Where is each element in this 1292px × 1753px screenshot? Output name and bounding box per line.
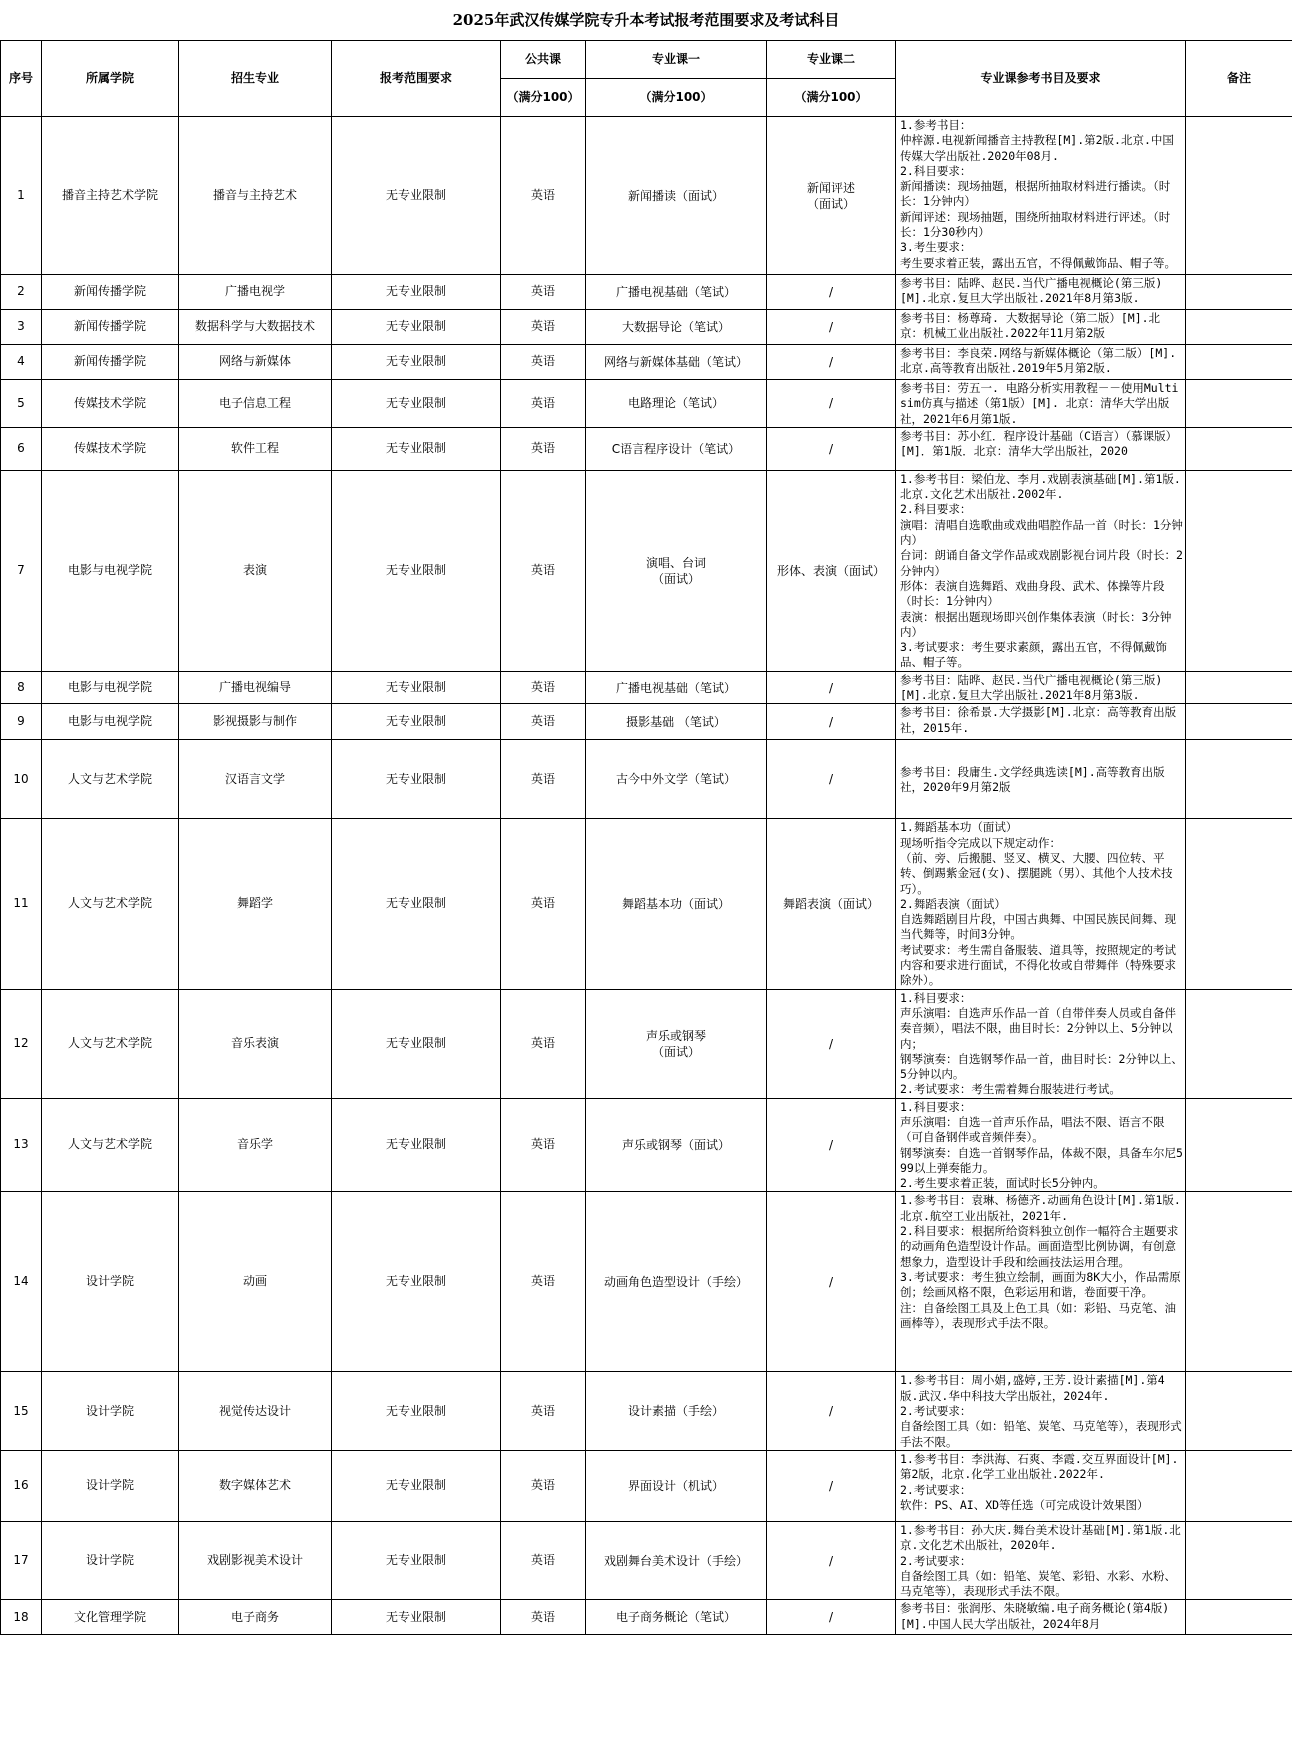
cell-major: 表演 bbox=[179, 470, 332, 671]
cell-prof2 bbox=[767, 427, 896, 470]
table-row bbox=[1, 1521, 1292, 1599]
ref-line: 钢琴演奏：自选钢琴作品一首，曲目时长：2分钟以上、5分钟以内。 bbox=[900, 1051, 1183, 1082]
cell-note bbox=[1186, 1600, 1292, 1635]
ref-line: 参考书目：段庸生.文学经典选读[M].高等教育出版社，2020年9月第2版 bbox=[900, 764, 1165, 794]
cell-prof1-line: 广播电视基础（笔试） bbox=[615, 285, 736, 299]
ref-line: 注：自备绘图工具及上色工具（如：彩铅、马克笔、油画棒等），表现形式手法不限。 bbox=[900, 1300, 1176, 1330]
cell-prof1 bbox=[586, 275, 767, 310]
cell-scope: 无专业限制 bbox=[332, 345, 501, 380]
cell-scope: 无专业限制 bbox=[332, 989, 501, 1098]
cell-prof1 bbox=[586, 427, 767, 470]
cell-major: 电子商务 bbox=[179, 1600, 332, 1635]
cell-prof1 bbox=[586, 989, 767, 1098]
cell-prof2-line: / bbox=[828, 285, 834, 299]
cell-public: 英语 bbox=[501, 1450, 586, 1521]
cell-prof2-line: / bbox=[828, 355, 834, 369]
cell-scope: 无专业限制 bbox=[332, 671, 501, 704]
cell-college: 电影与电视学院 bbox=[42, 704, 179, 740]
header-prof1: 专业课一 bbox=[586, 41, 767, 79]
cell-college: 设计学院 bbox=[42, 1192, 179, 1372]
ref-line: 现场听指令完成以下规定动作： bbox=[900, 835, 1061, 850]
cell-prof1-line: 舞蹈基本功（面试） bbox=[621, 896, 730, 911]
cell-prof2-line: / bbox=[828, 1478, 834, 1493]
cell-seq: 15 bbox=[1, 1372, 42, 1450]
cell-college: 电影与电视学院 bbox=[42, 470, 179, 671]
cell-prof2 bbox=[767, 1098, 896, 1192]
header-seq: 序号 bbox=[1, 41, 42, 117]
cell-scope: 无专业限制 bbox=[332, 1098, 501, 1192]
cell-prof1-line: 新闻播读（面试） bbox=[627, 188, 724, 203]
cell-scope: 无专业限制 bbox=[332, 470, 501, 671]
cell-scope: 无专业限制 bbox=[332, 380, 501, 428]
cell-public: 英语 bbox=[501, 1192, 586, 1372]
cell-major: 网络与新媒体 bbox=[179, 345, 332, 380]
ref-line: 3.考试要求：考生独立绘制，画面为8K大小，作品需原创；绘画风格不限，色彩运用和谐，卷面要干净。 bbox=[900, 1269, 1181, 1300]
cell-prof1 bbox=[586, 1600, 767, 1635]
cell-public: 英语 bbox=[501, 740, 586, 819]
header-prof2-score: （满分100） bbox=[767, 79, 896, 117]
cell-note bbox=[1186, 1450, 1292, 1521]
ref-line: 声乐演唱：自选一首声乐作品，唱法不限、语言不限（可自备钢伴或音频伴奏）。 bbox=[900, 1114, 1165, 1145]
cell-ref bbox=[896, 1372, 1186, 1450]
cell-public: 英语 bbox=[501, 117, 586, 275]
cell-college: 播音主持艺术学院 bbox=[42, 117, 179, 275]
table-row bbox=[1, 470, 1292, 671]
ref-line: 参考书目：陆晔、赵民.当代广播电视概论(第三版)[M].北京.复旦大学出版社.2021年8月第3版. bbox=[900, 672, 1163, 703]
cell-prof1 bbox=[586, 470, 767, 671]
cell-prof2 bbox=[767, 470, 896, 671]
cell-major: 广播电视学 bbox=[179, 275, 332, 310]
cell-note bbox=[1186, 310, 1292, 345]
cell-prof2 bbox=[767, 819, 896, 989]
cell-major: 数字媒体艺术 bbox=[179, 1450, 332, 1521]
cell-seq: 6 bbox=[1, 427, 42, 470]
ref-line: 1.参考书目： bbox=[900, 118, 972, 132]
ref-line: 1.科目要求： bbox=[900, 1099, 972, 1114]
cell-prof1 bbox=[586, 310, 767, 345]
cell-college: 文化管理学院 bbox=[42, 1600, 179, 1635]
cell-prof1 bbox=[586, 1521, 767, 1599]
cell-prof1 bbox=[586, 1372, 767, 1450]
cell-public: 英语 bbox=[501, 819, 586, 989]
ref-line: 自备绘图工具（如：铅笔、炭笔、马克笔等），表现形式手法不限。 bbox=[900, 1419, 1182, 1449]
cell-scope: 无专业限制 bbox=[332, 275, 501, 310]
cell-scope: 无专业限制 bbox=[332, 310, 501, 345]
cell-prof2 bbox=[767, 275, 896, 310]
ref-line: 1.参考书目：孙大庆.舞台美术设计基础[M].第1版.北京.文化艺术出版社，2020年. bbox=[900, 1522, 1181, 1553]
cell-college: 新闻传播学院 bbox=[42, 310, 179, 345]
ref-line: 参考书目：苏小红．程序设计基础（C语言）（慕课版）[M]．第1版．北京：清华大学出版社，2020 bbox=[900, 428, 1178, 459]
cell-ref bbox=[896, 427, 1186, 470]
ref-line: 钢琴演奏：自选一首钢琴作品，体裁不限，具备车尔尼599以上弹奏能力。 bbox=[900, 1145, 1183, 1175]
exam-table bbox=[0, 40, 1292, 1635]
cell-public: 英语 bbox=[501, 1600, 586, 1635]
table-body bbox=[1, 117, 1292, 1635]
cell-ref bbox=[896, 740, 1186, 819]
cell-major: 数据科学与大数据技术 bbox=[179, 310, 332, 345]
ref-line: 演唱：清唱自选歌曲或戏曲唱腔作品一首（时长：1分钟内） bbox=[900, 517, 1183, 548]
table-row bbox=[1, 671, 1292, 704]
cell-prof1-line: 古今中外文学（笔试） bbox=[615, 772, 736, 787]
header-prof1-score: （满分100） bbox=[586, 79, 767, 117]
cell-major: 播音与主持艺术 bbox=[179, 117, 332, 275]
cell-seq: 7 bbox=[1, 470, 42, 671]
ref-line: 自选舞蹈剧目片段，中国古典舞、中国民族民间舞、现当代舞等，时间3分钟。 bbox=[900, 912, 1176, 942]
header-ref: 专业课参考书目及要求 bbox=[896, 41, 1186, 117]
ref-line: 1.科目要求： bbox=[900, 990, 972, 1005]
cell-note bbox=[1186, 275, 1292, 310]
table-row bbox=[1, 1098, 1292, 1192]
cell-prof1-line: 声乐或钢琴 bbox=[645, 1028, 706, 1043]
cell-prof1-line: 设计素描（手绘） bbox=[627, 1404, 724, 1419]
table-row bbox=[1, 117, 1292, 275]
cell-prof2-line: / bbox=[828, 1036, 834, 1051]
cell-scope: 无专业限制 bbox=[332, 819, 501, 989]
cell-seq: 5 bbox=[1, 380, 42, 428]
cell-note bbox=[1186, 740, 1292, 819]
ref-line: 形体：表演自选舞蹈、戏曲身段、武术、体操等片段（时长：1分钟内） bbox=[900, 578, 1165, 609]
cell-major: 音乐表演 bbox=[179, 989, 332, 1098]
cell-prof1-line: 演唱、台词 bbox=[645, 555, 706, 570]
ref-line: 参考书目：杨尊琦. 大数据导论（第二版）[M].北京：机械工业出版社.2022年11月第2版 bbox=[900, 311, 1161, 341]
cell-major: 软件工程 bbox=[179, 427, 332, 470]
cell-prof1-line: 界面设计（机试） bbox=[627, 1478, 724, 1493]
cell-prof1 bbox=[586, 819, 767, 989]
ref-line: 2.考试要求： bbox=[900, 1404, 972, 1419]
cell-ref bbox=[896, 275, 1186, 310]
cell-prof2-line: 新闻评述 bbox=[806, 180, 855, 195]
cell-major: 动画 bbox=[179, 1192, 332, 1372]
ref-line: 新闻播读：现场抽题，根据所抽取材料进行播读。（时长：1分钟内） bbox=[900, 179, 1171, 209]
header-college: 所属学院 bbox=[42, 41, 179, 117]
cell-ref bbox=[896, 1192, 1186, 1372]
cell-prof2-line: 舞蹈表演（面试） bbox=[782, 896, 879, 911]
cell-seq: 13 bbox=[1, 1098, 42, 1192]
cell-seq: 3 bbox=[1, 310, 42, 345]
ref-line: 3.考试要求：考生要求素颜，露出五官，不得佩戴饰品、帽子等。 bbox=[900, 640, 1167, 670]
cell-public: 英语 bbox=[501, 470, 586, 671]
cell-prof1 bbox=[586, 671, 767, 704]
table-row bbox=[1, 819, 1292, 989]
ref-line: 参考书目：李良荣.网络与新媒体概论（第二版）[M].北京.高等教育出版社.2019年5月第2版. bbox=[900, 346, 1177, 376]
cell-prof2-line: / bbox=[828, 1404, 834, 1419]
cell-note bbox=[1186, 1192, 1292, 1372]
cell-major: 影视摄影与制作 bbox=[179, 704, 332, 740]
cell-scope: 无专业限制 bbox=[332, 1521, 501, 1599]
cell-prof2 bbox=[767, 1450, 896, 1521]
cell-public: 英语 bbox=[501, 1372, 586, 1450]
ref-line: （前、旁、后搬腿、竖叉、横叉、大腰、四位转、平转、倒踢紫金冠(女)、摆腿跳（男）、其他个人技术技巧）。 bbox=[900, 850, 1173, 896]
cell-seq: 1 bbox=[1, 117, 42, 275]
ref-line: 表演：根据出题现场即兴创作集体表演（时长：3分钟内） bbox=[900, 609, 1172, 639]
cell-prof1 bbox=[586, 1192, 767, 1372]
cell-note bbox=[1186, 704, 1292, 740]
cell-prof1 bbox=[586, 117, 767, 275]
cell-scope: 无专业限制 bbox=[332, 1450, 501, 1521]
cell-ref bbox=[896, 819, 1186, 989]
cell-prof2 bbox=[767, 740, 896, 819]
table-row bbox=[1, 740, 1292, 819]
cell-college: 设计学院 bbox=[42, 1521, 179, 1599]
cell-college: 电影与电视学院 bbox=[42, 671, 179, 704]
cell-seq: 11 bbox=[1, 819, 42, 989]
cell-prof2 bbox=[767, 989, 896, 1098]
table-row bbox=[1, 989, 1292, 1098]
cell-note bbox=[1186, 117, 1292, 275]
table-row bbox=[1, 380, 1292, 428]
cell-prof2-line: / bbox=[828, 1274, 834, 1289]
cell-ref bbox=[896, 704, 1186, 740]
cell-prof1 bbox=[586, 1450, 767, 1521]
cell-prof2-line: （面试） bbox=[806, 196, 855, 211]
cell-ref bbox=[896, 380, 1186, 428]
cell-prof1-line: （面试） bbox=[651, 1044, 700, 1059]
cell-college: 传媒技术学院 bbox=[42, 427, 179, 470]
header-major: 招生专业 bbox=[179, 41, 332, 117]
cell-scope: 无专业限制 bbox=[332, 1192, 501, 1372]
cell-major: 广播电视编导 bbox=[179, 671, 332, 704]
ref-line: 参考书目：徐希景.大学摄影[M].北京：高等教育出版社，2015年. bbox=[900, 705, 1177, 735]
cell-public: 英语 bbox=[501, 704, 586, 740]
cell-seq: 4 bbox=[1, 345, 42, 380]
cell-college: 设计学院 bbox=[42, 1450, 179, 1521]
header-public-score: （满分100） bbox=[501, 79, 586, 117]
cell-ref bbox=[896, 989, 1186, 1098]
cell-prof1-line: 摄影基础 （笔试） bbox=[626, 714, 726, 729]
cell-prof2 bbox=[767, 671, 896, 704]
cell-note bbox=[1186, 380, 1292, 428]
cell-public: 英语 bbox=[501, 275, 586, 310]
cell-prof2-line: / bbox=[828, 1610, 834, 1625]
ref-line: 1.舞蹈基本功（面试） bbox=[900, 820, 1018, 835]
cell-prof1-line: 网络与新媒体基础（笔试） bbox=[603, 355, 748, 369]
cell-ref bbox=[896, 671, 1186, 704]
ref-line: 声乐演唱：自选声乐作品一首（自带伴奏人员或自备伴奏音频），唱法不限，曲目时长：2分钟以上、5分钟以内； bbox=[900, 1005, 1176, 1051]
cell-seq: 8 bbox=[1, 671, 42, 704]
cell-prof2 bbox=[767, 1521, 896, 1599]
table-row bbox=[1, 704, 1292, 740]
ref-line: 1.参考书目：袁琳、杨德齐.动画角色设计[M].第1版.北京.航空工业出版社，2021年. bbox=[900, 1193, 1181, 1223]
cell-ref bbox=[896, 1450, 1186, 1521]
cell-prof1 bbox=[586, 345, 767, 380]
table-row bbox=[1, 310, 1292, 345]
cell-scope: 无专业限制 bbox=[332, 117, 501, 275]
table-row bbox=[1, 345, 1292, 380]
cell-college: 人文与艺术学院 bbox=[42, 989, 179, 1098]
cell-scope: 无专业限制 bbox=[332, 740, 501, 819]
cell-note bbox=[1186, 470, 1292, 671]
cell-major: 音乐学 bbox=[179, 1098, 332, 1192]
cell-public: 英语 bbox=[501, 427, 586, 470]
table-row bbox=[1, 1600, 1292, 1635]
cell-ref bbox=[896, 470, 1186, 671]
cell-prof1 bbox=[586, 1098, 767, 1192]
cell-prof2-line: / bbox=[828, 396, 834, 411]
ref-line: 参考书目：陆晔、赵民.当代广播电视概论(第三版)[M].北京.复旦大学出版社.2021年8月第3版. bbox=[900, 276, 1163, 306]
cell-prof1-line: 电子商务概论（笔试） bbox=[615, 1610, 736, 1625]
cell-public: 英语 bbox=[501, 345, 586, 380]
ref-line: 1.参考书目：梁伯龙、李月.戏剧表演基础[M].第1版.北京.文化艺术出版社.2002年. bbox=[900, 471, 1181, 502]
ref-line: 2.舞蹈表演（面试） bbox=[900, 896, 1006, 911]
cell-note bbox=[1186, 427, 1292, 470]
cell-prof2 bbox=[767, 1600, 896, 1635]
cell-ref bbox=[896, 310, 1186, 345]
cell-prof2 bbox=[767, 1192, 896, 1372]
cell-seq: 12 bbox=[1, 989, 42, 1098]
cell-ref bbox=[896, 1098, 1186, 1192]
cell-public: 英语 bbox=[501, 671, 586, 704]
ref-line: 2.考试要求： bbox=[900, 1553, 972, 1568]
cell-ref bbox=[896, 117, 1186, 275]
cell-note bbox=[1186, 671, 1292, 704]
cell-note bbox=[1186, 989, 1292, 1098]
cell-prof1-line: C语言程序设计（笔试） bbox=[611, 441, 741, 456]
cell-ref bbox=[896, 345, 1186, 380]
header-prof2: 专业课二 bbox=[767, 41, 896, 79]
ref-line: 1.参考书目：周小娟,盛婷,王芳.设计素描[M].第4版.武汉.华中科技大学出版社，2024年. bbox=[900, 1373, 1165, 1403]
ref-line: 参考书目：张润彤、朱晓敏编.电子商务概论(第4版) [M].中国人民大学出版社，2024年8月 bbox=[900, 1601, 1170, 1631]
ref-line: 考试要求：考生需自备服装、道具等，按照规定的考试内容和要求进行面试，不得化妆或自带舞伴（特殊要求除外）。 bbox=[900, 942, 1176, 988]
cell-prof1-line: 电路理论（笔试） bbox=[627, 396, 724, 411]
ref-line: 2.科目要求： bbox=[900, 502, 972, 517]
cell-prof1-line: 大数据导论（笔试） bbox=[621, 320, 730, 334]
cell-seq: 2 bbox=[1, 275, 42, 310]
cell-college: 传媒技术学院 bbox=[42, 380, 179, 428]
table-row bbox=[1, 1450, 1292, 1521]
cell-ref bbox=[896, 1521, 1186, 1599]
page-title: 2025年武汉传媒学院专升本考试报考范围要求及考试科目 bbox=[452, 11, 840, 29]
header-scope: 报考范围要求 bbox=[332, 41, 501, 117]
cell-seq: 18 bbox=[1, 1600, 42, 1635]
cell-public: 英语 bbox=[501, 989, 586, 1098]
cell-note bbox=[1186, 1372, 1292, 1450]
cell-seq: 17 bbox=[1, 1521, 42, 1599]
cell-note bbox=[1186, 1098, 1292, 1192]
cell-major: 舞蹈学 bbox=[179, 819, 332, 989]
cell-prof2-line: 形体、表演（面试） bbox=[776, 563, 885, 578]
cell-public: 英语 bbox=[501, 1521, 586, 1599]
cell-prof2-line: / bbox=[828, 680, 834, 695]
cell-major: 电子信息工程 bbox=[179, 380, 332, 428]
cell-note bbox=[1186, 1521, 1292, 1599]
ref-line: 2.考试要求： bbox=[900, 1482, 972, 1497]
ref-line: 1.参考书目：李洪海、石爽、李霞.交互界面设计[M].第2版，北京.化学工业出版社.2022年. bbox=[900, 1451, 1179, 1482]
table-row bbox=[1, 427, 1292, 470]
table-row bbox=[1, 1372, 1292, 1450]
table-row bbox=[1, 1192, 1292, 1372]
cell-prof2 bbox=[767, 310, 896, 345]
cell-prof2-line: / bbox=[828, 1553, 834, 1568]
cell-prof2 bbox=[767, 345, 896, 380]
ref-line: 3.考生要求： bbox=[900, 240, 972, 255]
ref-line: 2.考生要求着正装，面试时长5分钟内。 bbox=[900, 1176, 1105, 1191]
cell-scope: 无专业限制 bbox=[332, 704, 501, 740]
ref-line: 考生要求着正装，露出五官，不得佩戴饰品、帽子等。 bbox=[900, 255, 1176, 270]
cell-college: 新闻传播学院 bbox=[42, 345, 179, 380]
cell-prof2-line: / bbox=[828, 320, 834, 334]
cell-public: 英语 bbox=[501, 380, 586, 428]
ref-line: 2.科目要求：根据所给资料独立创作一幅符合主题要求的动画角色造型设计作品。画面造型比例协调，有创意想象力，造型设计手段和绘画技法运用合理。 bbox=[900, 1224, 1179, 1269]
cell-note bbox=[1186, 819, 1292, 989]
cell-major: 汉语言文学 bbox=[179, 740, 332, 819]
cell-scope: 无专业限制 bbox=[332, 1372, 501, 1450]
cell-seq: 10 bbox=[1, 740, 42, 819]
cell-college: 新闻传播学院 bbox=[42, 275, 179, 310]
cell-prof1 bbox=[586, 740, 767, 819]
cell-seq: 9 bbox=[1, 704, 42, 740]
cell-note bbox=[1186, 345, 1292, 380]
ref-line: 2.科目要求： bbox=[900, 163, 972, 178]
ref-line: 台词：朗诵自备文学作品或戏剧影视台词片段（时长：2 分钟内） bbox=[900, 548, 1183, 578]
ref-line: 参考书目：劳五一. 电路分析实用教程－－使用Multisim仿真与描述（第1版）[M]. 北京：清华大学出版社，2021年6月第1版. bbox=[900, 381, 1179, 426]
cell-prof2 bbox=[767, 704, 896, 740]
cell-college: 人文与艺术学院 bbox=[42, 819, 179, 989]
ref-line: 仲梓源.电视新闻播音主持教程[M].第2版.北京.中国传媒大学出版社.2020年08月. bbox=[900, 133, 1174, 163]
cell-prof2-line: / bbox=[828, 1138, 834, 1153]
cell-public: 英语 bbox=[501, 310, 586, 345]
cell-ref bbox=[896, 1600, 1186, 1635]
cell-prof1-line: （面试） bbox=[651, 571, 700, 586]
cell-college: 人文与艺术学院 bbox=[42, 1098, 179, 1192]
cell-scope: 无专业限制 bbox=[332, 427, 501, 470]
cell-prof2 bbox=[767, 117, 896, 275]
header-public: 公共课 bbox=[501, 41, 586, 79]
cell-seq: 16 bbox=[1, 1450, 42, 1521]
cell-scope: 无专业限制 bbox=[332, 1600, 501, 1635]
cell-public: 英语 bbox=[501, 1098, 586, 1192]
cell-college: 设计学院 bbox=[42, 1372, 179, 1450]
cell-prof1-line: 戏剧舞台美术设计（手绘） bbox=[603, 1553, 748, 1568]
cell-prof2-line: / bbox=[828, 714, 834, 729]
ref-line: 软件：PS、AI、XD等任选（可完成设计效果图） bbox=[900, 1497, 1149, 1512]
cell-prof2-line: / bbox=[828, 772, 834, 787]
cell-college: 人文与艺术学院 bbox=[42, 740, 179, 819]
ref-line: 新闻评述：现场抽题，围绕所抽取材料进行评述。（时长：1分30秒内） bbox=[900, 209, 1171, 240]
table-row bbox=[1, 275, 1292, 310]
cell-prof1 bbox=[586, 380, 767, 428]
cell-prof1-line: 广播电视基础（笔试） bbox=[615, 680, 736, 695]
cell-prof2-line: / bbox=[828, 441, 834, 456]
cell-prof2 bbox=[767, 380, 896, 428]
cell-prof1-line: 动画角色造型设计（手绘） bbox=[603, 1274, 748, 1289]
ref-line: 自备绘图工具（如：铅笔、炭笔、彩铅、水彩、水粉、马克笔等），表现形式手法不限。 bbox=[900, 1568, 1176, 1599]
ref-line: 2.考试要求：考生需着舞台服装进行考试。 bbox=[900, 1082, 1121, 1097]
cell-prof2 bbox=[767, 1372, 896, 1450]
header-note: 备注 bbox=[1186, 41, 1292, 117]
cell-prof1 bbox=[586, 704, 767, 740]
cell-prof1-line: 声乐或钢琴（面试） bbox=[621, 1138, 730, 1153]
cell-seq: 14 bbox=[1, 1192, 42, 1372]
cell-major: 戏剧影视美术设计 bbox=[179, 1521, 332, 1599]
cell-major: 视觉传达设计 bbox=[179, 1372, 332, 1450]
